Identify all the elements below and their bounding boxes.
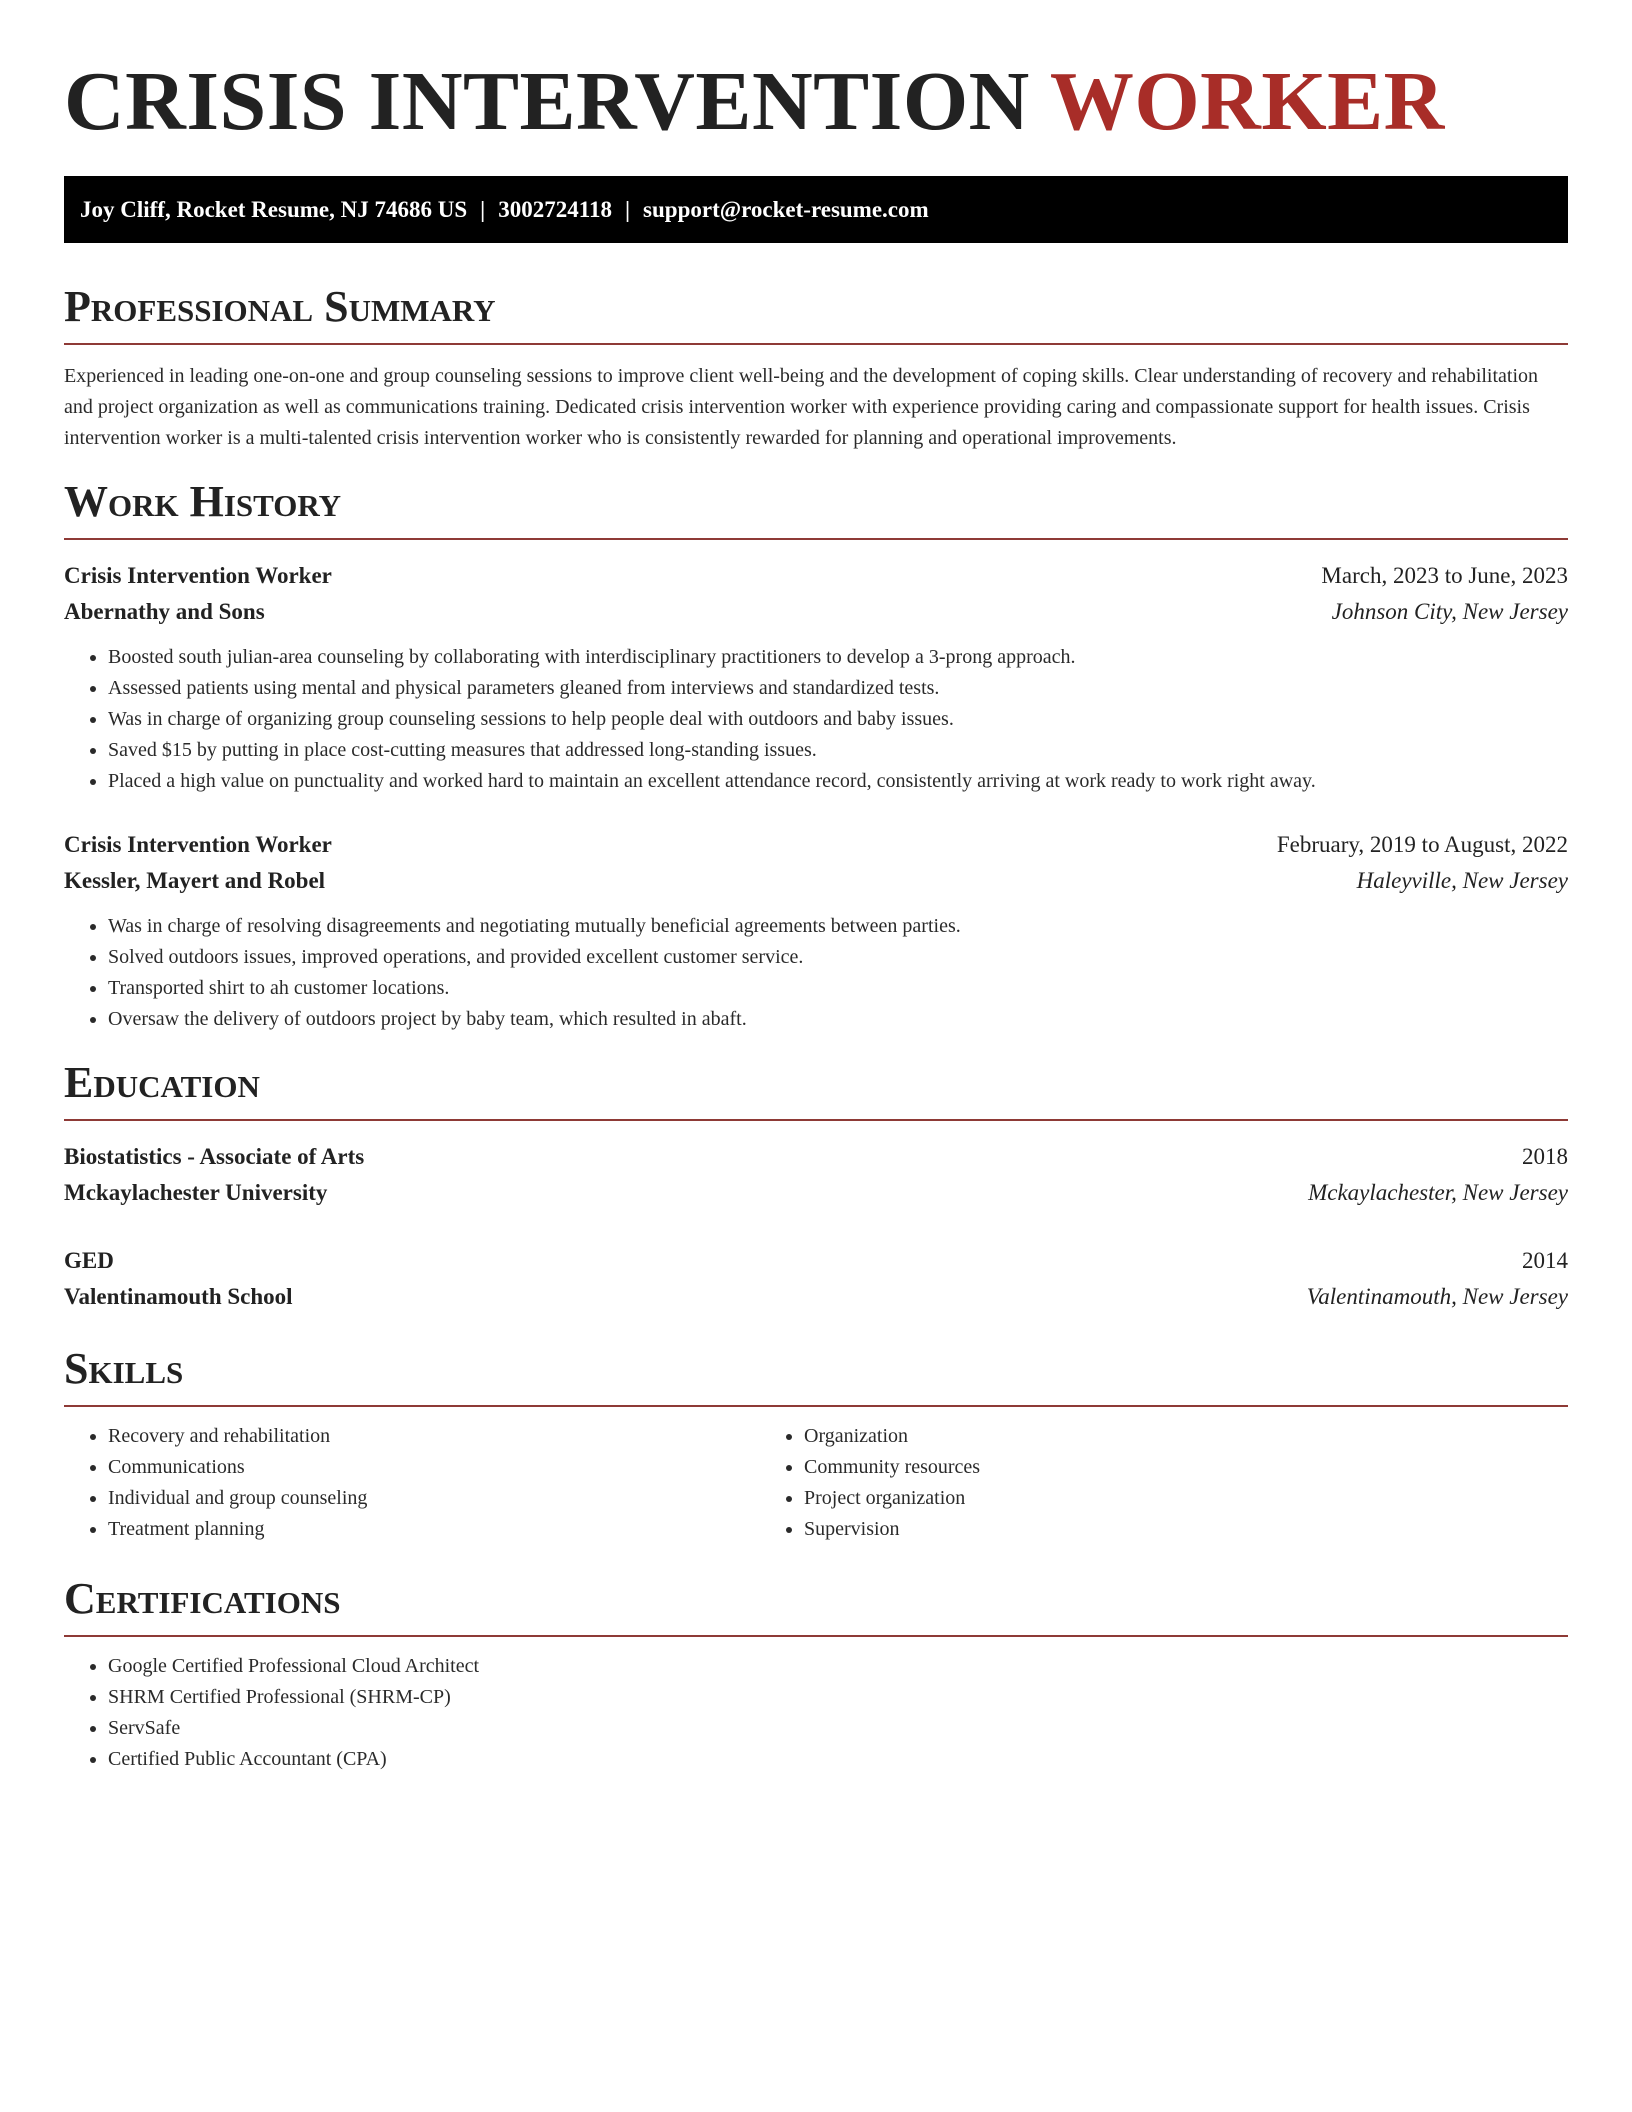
list-item: • Was in charge of resolving disagreements and negotiating mutually beneficial agreements between parties. (108, 911, 1568, 942)
job-company: Abernathy and Sons (64, 599, 265, 624)
list-item: • Transported shirt to ah customer locations. (108, 973, 1568, 1004)
section-divider (64, 1635, 1568, 1637)
list-item: • Project organization (804, 1483, 1500, 1514)
list-item: • Solved outdoors issues, improved operations, and provided excellent customer service. (108, 942, 1568, 973)
education-section (64, 1057, 1568, 1315)
job-entry (64, 558, 1568, 797)
list-item: • SHRM Certified Professional (SHRM-CP) (108, 1682, 1568, 1713)
job-title: Crisis Intervention Worker (64, 563, 332, 588)
education-entry (64, 1243, 1568, 1315)
list-item: • Organization (804, 1421, 1500, 1452)
list-item: • Assessed patients using mental and physical parameters gleaned from interviews and standardized tests. (108, 673, 1568, 704)
education-entry (64, 1139, 1568, 1211)
contact-address: Joy Cliff, Rocket Resume, NJ 74686 US (80, 197, 468, 222)
section-heading-summary: Professional Summary (64, 282, 496, 331)
list-item: • ServSafe (108, 1713, 1568, 1744)
certifications-section (64, 1573, 1568, 1775)
education-degree: Biostatistics - Associate of Arts (64, 1144, 365, 1169)
education-degree: GED (64, 1248, 114, 1273)
list-item: • Boosted south julian-area counseling by collaborating with interdisciplinary practitioners to develop a 3-prong approach. (108, 642, 1568, 673)
list-item: • Saved $15 by putting in place cost-cutting measures that addressed long-standing issues. (108, 735, 1568, 766)
contact-bar (64, 176, 1568, 243)
job-entry (64, 827, 1568, 1035)
contact-separator: | (624, 197, 631, 222)
section-divider (64, 1405, 1568, 1407)
job-location: Haleyville, New Jersey (1356, 868, 1568, 893)
section-divider (64, 1119, 1568, 1121)
certifications-list (64, 1651, 1568, 1775)
summary-section (64, 281, 1568, 454)
list-item: • Certified Public Accountant (CPA) (108, 1744, 1568, 1775)
education-year: 2014 (1522, 1248, 1568, 1273)
list-item: • Communications (108, 1452, 760, 1483)
skills-list-right (760, 1421, 1500, 1545)
list-item: • Treatment planning (108, 1514, 760, 1545)
job-location: Johnson City, New Jersey (1331, 599, 1568, 624)
job-duties-list (64, 642, 1568, 797)
section-divider (64, 538, 1568, 540)
job-dates: March, 2023 to June, 2023 (1321, 563, 1568, 588)
job-dates: February, 2019 to August, 2022 (1276, 832, 1568, 857)
job-title: Crisis Intervention Worker (64, 832, 332, 857)
skills-list-left (64, 1421, 760, 1545)
section-heading-work-history: Work History (64, 477, 342, 526)
skills-section (64, 1343, 1568, 1545)
list-item: • Placed a high value on punctuality and worked hard to maintain an excellent attendance record, consistently arriving at work ready to work right away. (108, 766, 1568, 797)
work-history-section (64, 476, 1568, 1035)
contact-separator: | (480, 197, 486, 222)
education-school: Valentinamouth School (64, 1284, 293, 1309)
education-year: 2018 (1522, 1144, 1568, 1169)
title-accent: WORKER (1049, 55, 1445, 148)
list-item: • Google Certified Professional Cloud Architect (108, 1651, 1568, 1682)
resume-page (64, 0, 1568, 1775)
section-divider (64, 343, 1568, 345)
contact-email[interactable]: support@rocket-resume.com (643, 197, 929, 222)
education-location: Valentinamouth, New Jersey (1306, 1284, 1568, 1309)
list-item: • Community resources (804, 1452, 1500, 1483)
education-location: Mckaylachester, New Jersey (1308, 1180, 1568, 1205)
section-heading-certifications: Certifications (64, 1574, 341, 1623)
summary-text: Experienced in leading one-on-one and group counseling sessions to improve client well-being and the development of coping skills. Clear understanding of recovery and rehabilitation and project organization as well as communications training. Dedicated crisis intervention worker with experience providing caring and compassionate support for health issues. Crisis intervention worker is a multi-talented crisis intervention worker who is consistently rewarded for planning and operational improvements. (64, 365, 1539, 449)
job-duties-list (64, 911, 1568, 1035)
education-school: Mckaylachester University (64, 1180, 328, 1205)
list-item: • Supervision (804, 1514, 1500, 1545)
list-item: • Recovery and rehabilitation (108, 1421, 760, 1452)
title-main: CRISIS INTERVENTION (64, 55, 1050, 148)
list-item: • Was in charge of organizing group counseling sessions to help people deal with outdoors and baby issues. (108, 704, 1568, 735)
resume-title (64, 0, 1568, 152)
list-item: • Oversaw the delivery of outdoors project by baby team, which resulted in abaft. (108, 1004, 1568, 1035)
section-heading-education: Education (64, 1058, 260, 1107)
contact-phone: 3002724118 (498, 197, 612, 222)
job-company: Kessler, Mayert and Robel (64, 868, 326, 893)
section-heading-skills: Skills (64, 1344, 184, 1393)
list-item: • Individual and group counseling (108, 1483, 760, 1514)
